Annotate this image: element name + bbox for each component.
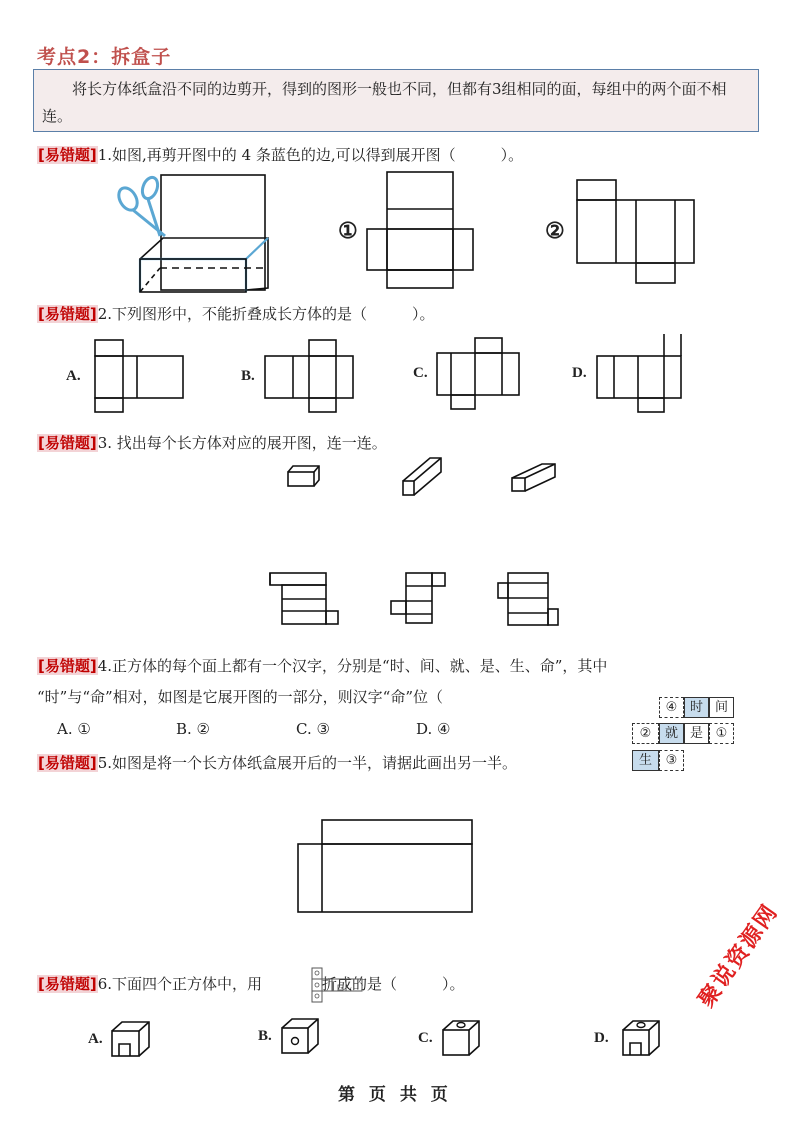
net-cell-jiu: 就	[659, 723, 684, 744]
error-prone-tag: [易错题]	[38, 657, 97, 675]
section-title: 考点2：拆盒子	[37, 46, 172, 68]
net-cell-sheng: 生	[632, 750, 659, 771]
q6-option-d: D.	[594, 1030, 609, 1046]
net-cell-jian: 间	[709, 697, 734, 718]
q4-option-c: C. ③	[296, 720, 330, 738]
question-6-text-after: 折成的是（ ）。	[322, 975, 465, 993]
page-footer: 第 页 共 页	[338, 1085, 452, 1105]
q1-option-1-label: ①	[338, 218, 358, 243]
error-prone-tag: [易错题]	[38, 975, 97, 993]
net-cell-2: ②	[632, 723, 659, 744]
q6-option-c: C.	[418, 1030, 433, 1046]
error-prone-tag: [易错题]	[38, 146, 97, 164]
question-1-text: 1.如图,再剪开图中的 4 条蓝色的边,可以得到展开图（ ）。	[97, 146, 524, 164]
question-6-text-before: 6.下面四个正方体中，用	[97, 975, 263, 993]
question-2-text: 2.下列图形中，不能折叠成长方体的是（ ）。	[97, 305, 435, 323]
cube-b	[282, 1019, 318, 1053]
q1-option-2-label: ②	[545, 218, 565, 243]
q6-net-icon	[312, 968, 362, 1002]
net-cell-shi2: 是	[684, 723, 709, 744]
question-4-text-line2: “时”与“命”相对，如图是它展开图的一部分，则汉字“命”位（	[37, 688, 444, 706]
question-3-text: 3. 找出每个长方体对应的展开图，连一连。	[97, 434, 387, 452]
q2-option-a: A.	[66, 368, 81, 384]
q2-option-b: B.	[241, 368, 255, 384]
net-cell-4: ④	[659, 697, 684, 718]
q4-option-a: A. ①	[57, 720, 91, 738]
question-4-text-line1: 4.正方体的每个面上都有一个汉字，分别是“时、间、就、是、生、命”，其中	[97, 657, 608, 675]
q2-option-c: C.	[413, 365, 428, 381]
net-cell-shi: 时	[684, 697, 709, 718]
error-prone-tag: [易错题]	[38, 305, 97, 323]
error-prone-tag: [易错题]	[38, 754, 97, 772]
watermark: 聚说资源网	[694, 899, 784, 1013]
cube-d	[623, 1021, 659, 1055]
cube-c	[443, 1021, 479, 1055]
q2-option-d: D.	[572, 365, 587, 381]
cube-a	[112, 1022, 149, 1056]
net-cell-3: ③	[659, 750, 684, 771]
question-5-text: 5.如图是将一个长方体纸盒展开后的一半，请据此画出另一半。	[97, 754, 518, 772]
intro-box: 将长方体纸盒沿不同的边剪开，得到的图形一般也不同，但都有3组相同的面，每组中的两个面不相连。	[33, 69, 759, 132]
q4-option-d: D. ④	[416, 720, 451, 738]
q4-option-b: B. ②	[176, 720, 211, 738]
net-cell-1: ①	[709, 723, 734, 744]
q6-option-a: A.	[88, 1031, 103, 1047]
q6-option-b: B.	[258, 1028, 272, 1044]
error-prone-tag: [易错题]	[38, 434, 97, 452]
